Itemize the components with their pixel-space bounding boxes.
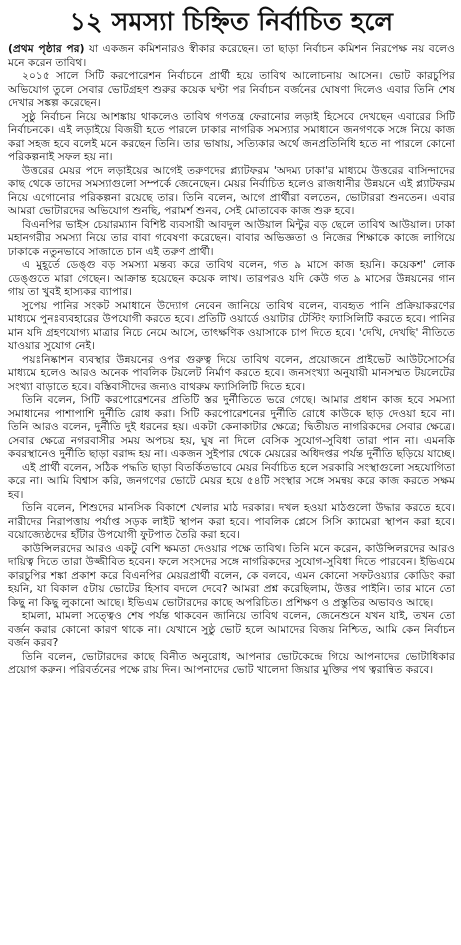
article-paragraph: সুষ্ঠু নির্বাচন নিয়ে আশঙ্কায় থাকলেও তাবিথ গণতন্ত্র ফেরানোর লড়াই হিসেবে দেখছেন এবারের সিটি নির্বাচনকে। এই লড়াইয়ে বিজয়ী হতে পারলে ঢাকার নাগরিক সমস্যার সমাধানে জনগণকে সঙ্গে নিয়ে কাজ করা সহজ হবে বলেই মনে করছেন তিনি। তার ভাষায়, সত্যিকার অর্থে জনপ্রতিনিধি হতে না পারলে কোনো পরিকল্পনাই সফল হয় না।	[8, 109, 455, 163]
article-paragraph: উত্তরের মেয়র পদে লড়াইয়ের আগেই তরুণদের প্ল্যাটফরম 'অদম্য ঢাকা'র মাধ্যমে উত্তরের বাসিন্দাদের কাছ থেকে তাদের সমস্যাগুলো সম্পর্কে জেনেছেন। মেয়র নির্বাচিত হলেও রাজধানীর উন্নয়নে এই প্ল্যাটফরম নিয়ে এগোনোর পরিকল্পনা রয়েছে তার। তিনি বলেন, আগে প্রার্থীরা বলতেন, ভোটাররা শুনতেন। এবার আমরা ভোটারদের অভিযোগ শুনছি, পরামর্শ শুনব, সেই মোতাবেক কাজ শুরু হবে।	[8, 163, 455, 217]
continued-from-label: (প্রথম পৃষ্ঠার পর)	[8, 42, 85, 55]
article-paragraph: বিএনপির ভাইস চেয়ারম্যান বিশিষ্ট ব্যবসায়ী আবদুল আউয়াল মিন্টুর বড় ছেলে তাবিথ আউয়াল। ঢাকা মহানগরীর সমস্যা নিয়ে তার বাবা গবেষণা করেছেন। বাবার অভিজ্ঞতা ও নিজের শিক্ষাকে কাজে লাগিয়ে ঢাকাকে নতুনভাবে সাজাতে চান এই তরুণ প্রার্থী।	[8, 217, 455, 258]
article-paragraph: (প্রথম পৃষ্ঠার পর) যা একজন কমিশনারও স্বীকার করেছেন। তা ছাড়া নির্বাচন কমিশন নিরপেক্ষ নয় বলেও মনে করেন তাবিথ।	[8, 42, 455, 69]
article-paragraph: কাউন্সিলরদের আরও একটু বেশি ক্ষমতা দেওয়ার পক্ষে তাবিথ। তিনি মনে করেন, কাউন্সিলরদের আরও দায়িত্ব দিতে তারা উজ্জীবিত হবেন। ফলে সংসদের সঙ্গে নাগরিকদের সুযোগ-সুবিধা দিতে পারবেন। ইভিএমে কারচুপির শঙ্কা প্রকাশ করে বিএনপির মেয়রপ্রার্থী বলেন, কে বলবে, এমন কোনো সফটওয়্যার কোডিং করা হয়নি, যা বিকাল ৫টায় ভোটের হিসাব বদলে দেবে? আমরা প্রশ্ন করেছিলাম, উত্তর পাইনি। তার মানে তো কিছু না কিছু লুকানো আছে। ইভিএম ভোটারদের কাছে অপরিচিত। প্রশিক্ষণ ও প্রস্তুতির অভাবও আছে।	[8, 541, 455, 609]
article-paragraph: পয়ঃনিষ্কাশন ব্যবস্থার উন্নয়নের ওপর গুরুত্ব দিয়ে তাবিথ বলেন, প্রয়োজনে প্রাইভেট আউটসোর্সের মাধ্যমে হলেও আরও অনেক পাবলিক টয়লেট নির্মাণ করতে হবে। জনসংখ্যা অনুযায়ী মানসম্মত টয়লেটের সংখ্যা বাড়াতে হবে। বস্তিবাসীদের জন্যও বাথরুম ফ্যাসিলিটি দিতে হবে।	[8, 352, 455, 393]
article-paragraph: এ মুহূর্তে ডেঙ্গু বড় সমস্যা মন্তব্য করে তাবিথ বলেন, গত ৯ মাসে কাজ হয়নি। কয়েকশ' লোক ডেঙ্গুতে মারা গেছেন। আক্রান্ত হয়েছেন কয়েক লাখ। তারপরও যদি কেউ গত ৯ মাসের উন্নয়নের গান গায় তা খুবই হাস্যকর ব্যাপার।	[8, 258, 455, 298]
headline: ১২ সমস্যা চিহ্নিত নির্বাচিত হলে	[69, 7, 394, 36]
article-paragraph: তিনি বলেন, ভোটারদের কাছে বিনীত অনুরোধ, আপনার ভোটকেন্দ্রে গিয়ে আপনাদের ভোটাধিকার প্রয়োগ করুন। পরিবর্তনের পক্ষে রায় দিন। আপনাদের ভোট খালেদা জিয়ার মুক্তির পথ ত্বরান্বিত করবে।	[8, 649, 455, 676]
article-paragraph: তিনি বলেন, শিশুদের মানসিক বিকাশে খেলার মাঠ দরকার। দখল হওয়া মাঠগুলো উদ্ধার করতে হবে। নারীদের নিরাপত্তায় পর্যাপ্ত সড়ক লাইট স্থাপন করা হবে। পাবলিক প্লেসে সিসি ক্যামেরা স্থাপন করা হবে। বয়োজ্যেষ্ঠদের হাঁটার উপযোগী ফুটপাত তৈরি করা হবে।	[8, 501, 455, 541]
article-body	[8, 42, 455, 677]
article-paragraph: সুপেয় পানির সংকট সমাধানে উদ্যোগ নেবেন জানিয়ে তাবিথ বলেন, ব্যবহৃত পানি প্রক্রিয়াকরণের মাধ্যমে পুনঃব্যবহারের উপযোগী করতে হবে। প্রতিটি ওয়ার্ডে ওয়াটার টেস্টিং ফ্যাসিলিটি করতে হবে। পানির মান যদি গ্রহণযোগ্য মাত্রার নিচে নেমে আসে, তাৎক্ষণিক ওয়াসাকে চাপ দিতে হবে। 'দেখি, দেখছি' নীতিতে যাওয়ার সুযোগ নেই।	[8, 298, 455, 352]
article-paragraph: তিনি বলেন, সিটি করপোরেশনের প্রতিটি স্তর দুর্নীতিতে ভরে গেছে। আমার প্রধান কাজ হবে সমস্যা সমাধানের পাশাপাশি দুর্নীতি রোধ করা। সিটি করপোরেশনের দুর্নীতি রোধে কাউকে ছাড় দেওয়া হবে না। তিনি আরও বলেন, দুর্নীতি দুই ধরনের হয়। একটা কেনাকাটার ক্ষেত্রে; দ্বিতীয়ত নাগরিকদের সেবার ক্ষেত্রে। সেবার ক্ষেত্রে নগরবাসীর সময় অপচয় হয়, ঘুষ না দিলে বেসিক সুযোগ-সুবিধা তারা পান না। এমনকি কবরস্থানেও দুর্নীতি ছাড়া বরাদ্দ হয় না। একজন সুইপার থেকে মেয়রের অধিদপ্তর পর্যন্ত দুর্নীতি ছড়িয়ে যাচ্ছে।	[8, 393, 455, 460]
article-paragraph: হামলা, মামলা সত্ত্বেও শেষ পর্যন্ত থাকবেন জানিয়ে তাবিথ বলেন, জেনেশুনে যখন যাই, তখন তো বর্জন করার কোনো কারণ থাকে না। যেখানে সুষ্ঠু ভোট হলে আমাদের বিজয় নিশ্চিত, আমি কেন নির্বাচন বর্জন করব?	[8, 609, 455, 649]
article-paragraph: এই প্রার্থী বলেন, সঠিক পদ্ধতি ছাড়া বিতর্কিতভাবে মেয়র নির্বাচিত হলে সরকারি সংস্থাগুলো সহযোগিতা করে না। আমি বিশ্বাস করি, জনগণের ভোটে মেয়র হয়ে ৫৪টি সংস্থার সঙ্গে সমন্বয় করে কাজ করতে সক্ষম হব।	[8, 460, 455, 501]
article-paragraph: ২০১৫ সালে সিটি করপোরেশন নির্বাচনে প্রার্থী হয়ে তাবিথ আলোচনায় আসেন। ভোট কারচুপির অভিযোগ তুলে সেবার ভোটগ্রহণ শুরুর কয়েক ঘণ্টা পর নির্বাচন বর্জনের ঘোষণা দিলেও এবার তিনি শেষ দেখার সঙ্কল্প করেছেন।	[8, 69, 455, 109]
